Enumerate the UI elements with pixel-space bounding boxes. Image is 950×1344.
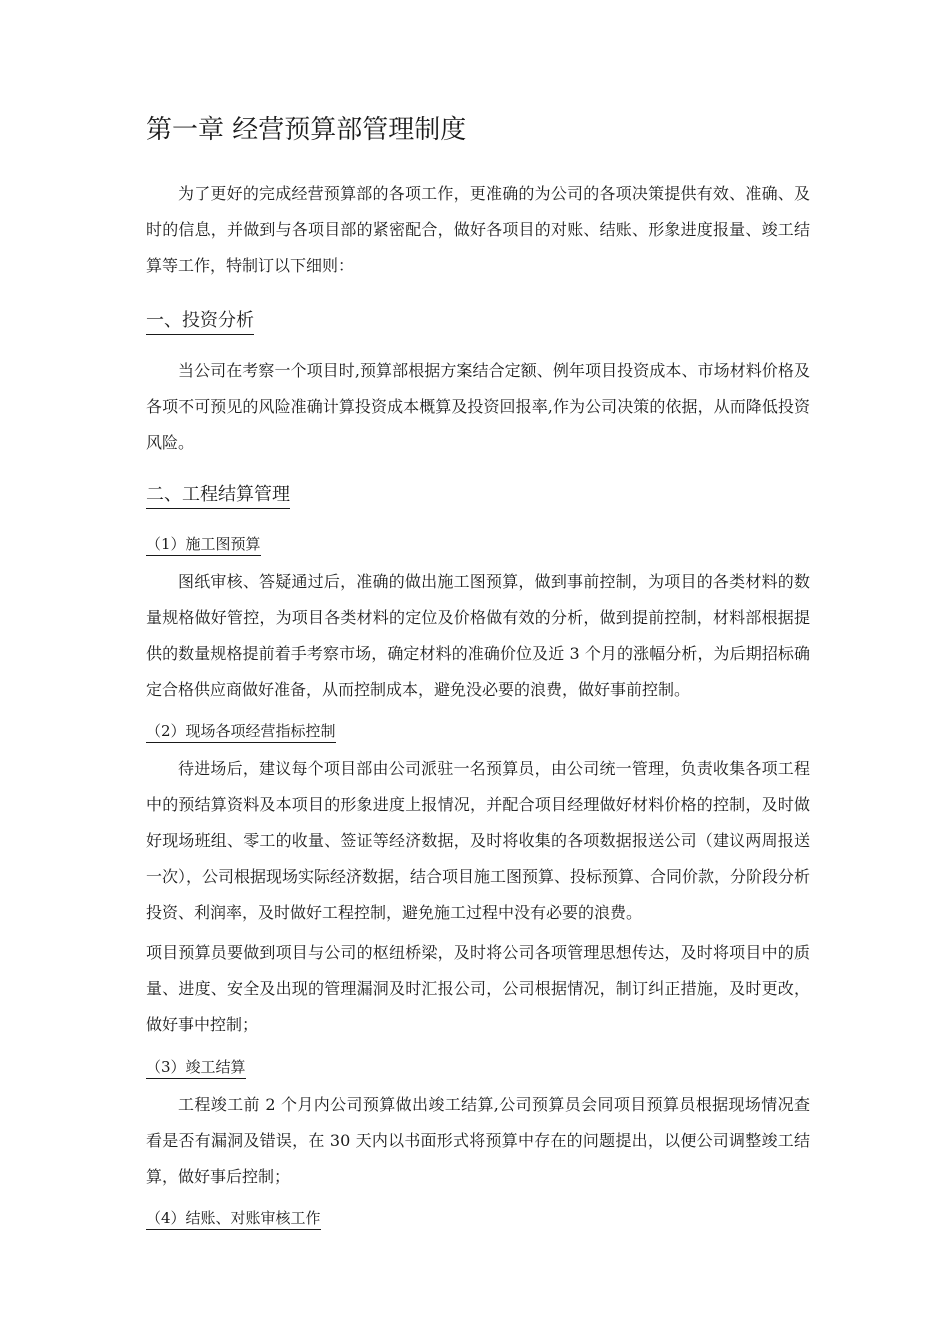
section-heading-investment-analysis: 一、投资分析 [146, 308, 254, 335]
completion-settlement-paragraph: 工程竣工前 2 个月内公司预算做出竣工结算,公司预算员会同项目预算员根据现场情况查看是否有漏洞及错误，在 30 天内以书面形式将预算中存在的问题提出，以便公司调整竣工结算，做好事后控制； [146, 1095, 810, 1186]
site-indicators-paragraph: 待进场后，建议每个项目部由公司派驻一名预算员，由公司统一管理，负责收集各项工程中的预结算资料及本项目的形象进度上报情况，并配合项目经理做好材料价格的控制，及时做好现场班组、零工的收量、签证等经济数据，及时将收集的各项数据报送公司（建议两周报送一次），公司根据现场实际经济数据，结合项目施工图预算、投标预算、合同价款，分阶段分析投资、利润率，及时做好工程控制，避免施工过程中没有必要的浪费。 [146, 759, 811, 922]
project-budgeter-paragraph: 项目预算员要做到项目与公司的枢纽桥梁，及时将公司各项管理思想传达，及时将项目中的质量、进度、安全及出现的管理漏洞及时汇报公司，公司根据情况，制订纠正措施，及时更改，做好事中控制； [146, 943, 810, 1034]
sub-heading-construction-drawing-budget: （1）施工图预算 [146, 533, 261, 556]
sub-heading-site-indicators-control: （2）现场各项经营指标控制 [146, 720, 336, 743]
sub-heading-completion-settlement: （3）竣工结算 [146, 1056, 246, 1079]
chapter-title: 第一章 经营预算部管理制度 [146, 115, 467, 145]
investment-analysis-paragraph: 当公司在考察一个项目时,预算部根据方案结合定额、例年项目投资成本、市场材料价格及各项不可预见的风险准确计算投资成本概算及投资回报率,作为公司决策的依据，从而降低投资风险。 [146, 361, 810, 452]
section-heading-settlement-management: 二、工程结算管理 [146, 482, 290, 509]
sub-heading-account-reconciliation: （4）结账、对账审核工作 [146, 1207, 321, 1230]
construction-drawing-budget-paragraph: 图纸审核、答疑通过后，准确的做出施工图预算，做到事前控制，为项目的各类材料的数量规格做好管控，为项目各类材料的定位及价格做有效的分析，做到提前控制，材料部根据提供的数量规格提前着手考察市场，确定材料的准确价位及近 3 个月的涨幅分析，为后期招标确定合格供应商做好准备，从而控制成本，避免没必要的浪费，做好事前控制。 [146, 572, 810, 699]
intro-paragraph: 为了更好的完成经营预算部的各项工作，更准确的为公司的各项决策提供有效、准确、及时的信息，并做到与各项目部的紧密配合，做好各项目的对账、结账、形象进度报量、竣工结算等工作，特制订以下细则： [146, 184, 810, 275]
